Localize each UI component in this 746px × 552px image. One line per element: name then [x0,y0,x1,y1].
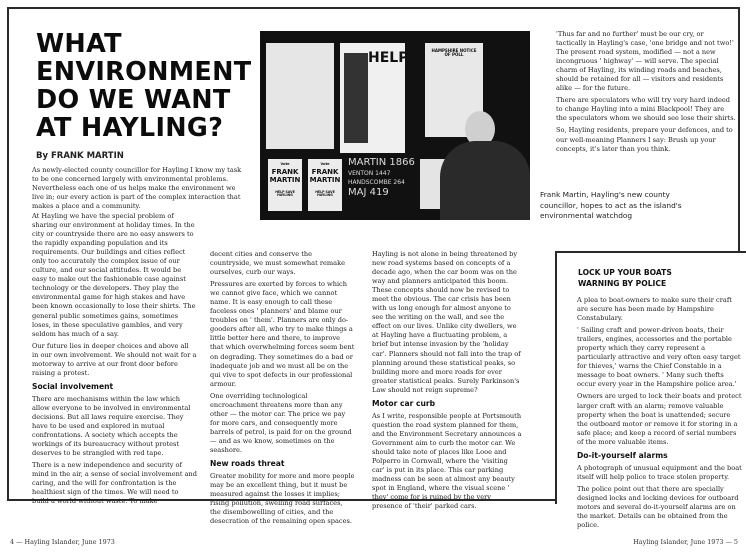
paragraph: There is a new independence and security of mind in the air, a sense of social involvement and caring, and the will for confrontation is the healthiest sign of the times. We will need to build a world without waste. To make [32,461,198,506]
subheading-new-roads-threat: New roads threat [210,459,285,469]
vote-poster: Vote FRANK MARTIN HELP SAVE HAYLING [268,159,302,211]
paragraph: There are mechanisms within the law which allow everyone to be involved in environmental decisions. But all laws require exercise. They have to be used and explored in mutual confrontations. A society which accepts the workings of its bureaucracy without protest deserves to be strangled with red tape. [32,394,191,458]
paragraph: Hayling is not alone in being threatened by new road systems based on concepts of a decade ago, when the car boom was on the way and planners anticipated this boom. These concepts should now be revised to meet the obvious. The car crisis has been with us long enough for almost anyone to see the writing on the wall, and see the effect on our lives. Unlike city dwellers, we at Hayling have a fluctuating problem, a brief but intense invasion by the 'holiday car'. Planners should not fall into the trap of planning around these statistical peaks, so building more and more roads for ever greater statistical peaks. Surely Parkinson's Law should not reign supreme? [372,250,521,394]
paragraph: The police point out that there are specially designed locks and locking devices for outboard motors and several do-it-yourself alarms are on the market. Details can be obtained from the police. [577,484,739,530]
results-board: MARTIN 1866 VENTON 1447 HANDSCOMBE 264 MAJ 419 [348,157,415,198]
headline [36,30,251,142]
subheading-motor-car-curb: Motor car curb [372,398,436,408]
paragraph: Pressures are exerted by forces to which we cannot give face, which we cannot name. It is easy enough to call these faceless ones ' planners' and blame our troubles on ' them'. Planners are only do-gooders after all, who try to make things a little better here and there, to improve that which overwhelming forces seem bent on degrading. They sometimes do a bad or inadequate job and we must all be on the qui vive to spot defects in our professional armour. [210,280,355,388]
paragraph: decent cities and conserve the countryside, we must somewhat remake ourselves, curb our ways. [210,250,345,277]
paragraph: At Hayling we have the special problem of sharing our environment at holiday times. In the city or countryside there are no easy answers to the rapidly expanding population and its requirements. Our buildings and cities reflect only too accurately the complex issue of our culture, and our social attitudes. It would be easy to make out the fashionable case against technology or the developers. They play the environmental game for high stakes and have been known occasionally to lose their shirts. The general public sometimes gains, sometimes loses, in these speculative gambles, and very seldom has much of a say. [32,212,196,338]
subheading-social-involvement: Social involvement [32,381,114,391]
paragraph: ' Sailing craft and power-driven boats, their trailers, engines, accessories and the portable property which they carry represent a particularly attractive and very often easy target for thieves,' warns the Chief Constable in a message to boat owners. ' Many such thefts occur every year in the Hampshire police area.' [577,326,741,389]
poster-help: HELP [340,43,405,153]
paragraph: There are speculators who will try very hard indeed to change Hayling into a mini Blackpool! They are the speculators whom we should see lose their shirts. [556,96,736,123]
paragraph: As I write, responsible people at Portsmouth question the road system planned for them, and the Environment Secretary announces a Government aim to curb the motor car. We should take note of places like Looe and Polperro in Cornwall, where the 'visiting car' is put in its place. This car parking madness can be seen at almost any beauty spot in England, where the visual scene ' they' come for is ruined by the very presence of 'their' parked cars. [372,411,522,511]
paragraph: Owners are urged to lock their boats and protect larger craft with an alarm; remove valuable property when the boat is unattended; secure the outboard motor or remove it for storing in a safe place; and keep a record of serial numbers of the more valuable items. [577,392,742,446]
paragraph: A photograph of unusual equipment and the boat itself will help police to trace stolen property. [577,463,742,481]
paragraph: One overriding technological encroachment threatens more than any other — the motor car. The price we pay for more cars, and consequently more barrels of petrol, is paid for on the ground — and as we know, sometimes on the seashore. [210,391,352,454]
sidebar-body [577,296,743,533]
column-2 [210,250,355,529]
sidebar-title: LOCK UP YOUR BOATS WARNING BY POLICE [578,268,672,288]
footer-right: Hayling Islander, June 1973 — 5 [633,538,738,546]
headline-line: AT HAYLING? [36,113,224,143]
column-1 [32,212,197,509]
paragraph: 'Thus far and no further' must be our cry, or tactically in Hayling's case, 'one bridge and not two!' The present road system, modified — not a new incongruous ' highway' — will serve. The special charm of Hayling, its winding roads and beaches, should be retained for all — visitors and residents alike — for the future. [556,30,734,93]
portrait-figure [344,53,368,143]
paragraph: Greater mobility for more and more people may be an excellent thing, but it must be measured against the losses it implies; rising pollution, swelling road surfaces, the disembowelling of cities, and the desecration of the remaining open spaces. [210,472,355,526]
photo-frank-martin [260,31,530,220]
poster-notice-of-poll: HAMPSHIRE NOTICE OF POLL [425,43,483,137]
headline-line: WHAT [36,29,122,59]
subheading-diy-alarms: Do-it-yourself alarms [577,450,668,460]
vote-poster: Vote FRANK MARTIN HELP SAVE HAYLING [308,159,342,211]
footer-left: 4 — Hayling Islander, June 1973 [10,538,115,546]
man-body [440,141,530,220]
headline-line: DO WE WANT [36,85,231,115]
column-4 [556,30,736,157]
paragraph: A plea to boat-owners to make sure their craft are secure has been made by Hampshire Constabulary. [577,296,732,323]
headline-line: ENVIRONMENT [36,57,252,87]
poster-blank [266,43,334,149]
column-3 [372,250,522,514]
byline: By FRANK MARTIN [36,151,124,161]
intro-paragraph: As newly-elected county councillor for Hayling I know my task to be one concerned largely with environmental problems. Nevertheless each one of us helps make the environment we live in; our every action is part of the complex interaction that makes a place and a community. [32,166,242,211]
paragraph: So, Hayling residents, prepare your defences, and to our well-meaning Planners I say: Brush up your concepts, it's later than you think. [556,126,733,153]
photo-caption: Frank Martin, Hayling's new county councillor, hopes to act as the island's environmental watchdog [540,190,682,220]
paragraph: Our future lies in deeper choices and above all in our own involvement. We should not wait for a motorway to arrive at our front door before raising a protest. [32,341,197,377]
